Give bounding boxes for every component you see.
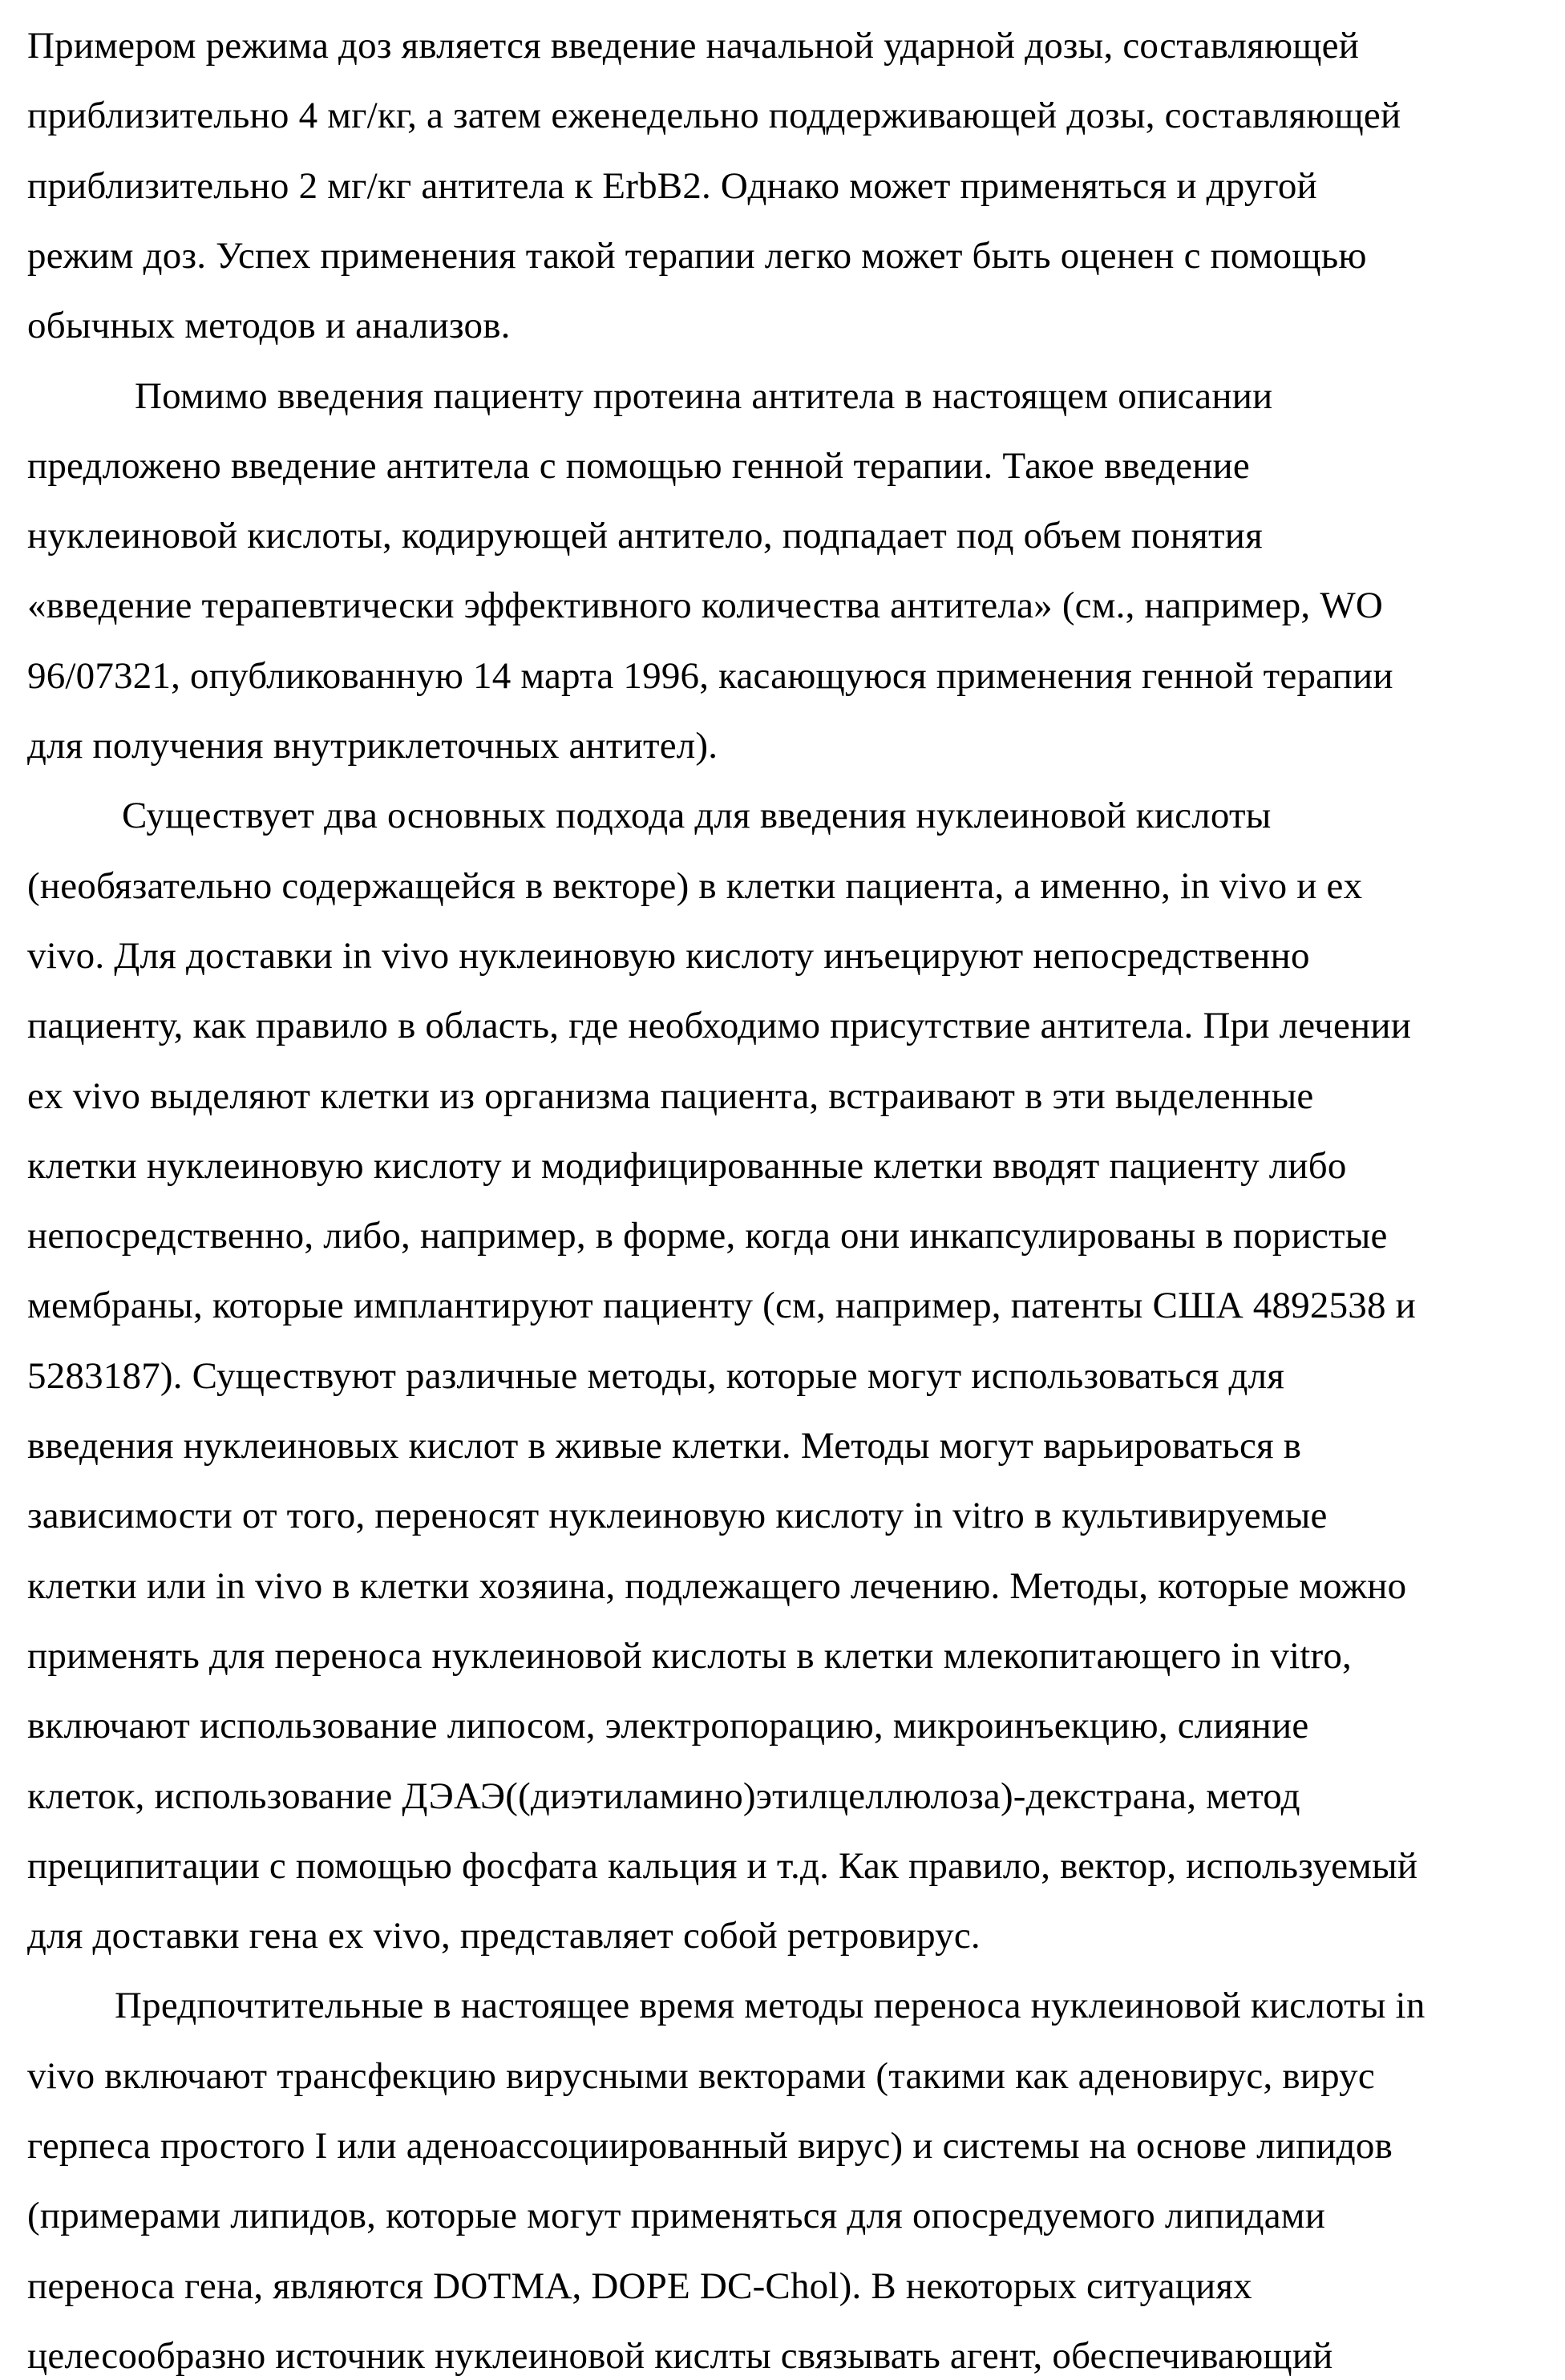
text-line: ex vivo выделяют клетки из организма пациента, встраивают в эти выделенные (27, 1072, 1313, 1120)
text-line: переноса гена, являются DOTMA, DOPE DC-Chol). В некоторых ситуациях (27, 2262, 1252, 2310)
text-line: Помимо введения пациенту протеина антитела в настоящем описании (135, 372, 1272, 420)
text-line: герпеса простого I или аденоассоциированный вирус) и системы на основе липидов (27, 2122, 1393, 2170)
text-line: клеток, использование ДЭАЭ((диэтиламино)этилцеллюлоза)-декстрана, метод (27, 1772, 1300, 1820)
text-line: для доставки гена ex vivo, представляет собой ретровирус. (27, 1912, 981, 1960)
text-line: Примером режима доз является введение начальной ударной дозы, составляющей (27, 22, 1359, 70)
text-line: применять для переноса нуклеиновой кислоты в клетки млекопитающего in vitro, (27, 1632, 1352, 1680)
text-line: включают использование липосом, электропорацию, микроинъекцию, слияние (27, 1702, 1308, 1750)
text-line: приблизительно 4 мг/кг, а затем еженедельно поддерживающей дозы, составляющей (27, 91, 1401, 140)
text-line: клетки или in vivo в клетки хозяина, подлежащего лечению. Методы, которые можно (27, 1562, 1406, 1610)
text-line: обычных методов и анализов. (27, 302, 511, 350)
text-line: преципитации с помощью фосфата кальция и т.д. Как правило, вектор, используемый (27, 1842, 1417, 1890)
text-line: зависимости от того, переносят нуклеиновую кислоту in vitro в культивируемые (27, 1492, 1328, 1540)
text-line: Предпочтительные в настоящее время методы переноса нуклеиновой кислоты in (115, 1981, 1425, 2030)
text-line: vivo включают трансфекцию вирусными векторами (такими как аденовирус, вирус (27, 2052, 1375, 2100)
text-line: непосредственно, либо, например, в форме, когда они инкапсулированы в пористые (27, 1212, 1388, 1260)
text-line: предложено введение антитела с помощью генной терапии. Такое введение (27, 442, 1250, 490)
text-line: целесообразно источник нуклеиновой кислты связывать агент, обеспечивающий (27, 2332, 1333, 2380)
text-line: клетки нуклеиновую кислоту и модифицированные клетки вводят пациенту либо (27, 1142, 1347, 1190)
text-line: мембраны, которые имплантируют пациенту (см, например, патенты США 4892538 и (27, 1281, 1416, 1330)
text-line: нуклеиновой кислоты, кодирующей антитело, подпадает под объем понятия (27, 512, 1263, 560)
text-line: для получения внутриклеточных антител). (27, 722, 718, 770)
text-line: введения нуклеиновых кислот в живые клетки. Методы могут варьироваться в (27, 1422, 1301, 1470)
text-line: пациенту, как правило в область, где необходимо присутствие антитела. При лечении (27, 1002, 1411, 1050)
text-line: Существует два основных подхода для введения нуклеиновой кислоты (122, 791, 1271, 840)
text-line: режим доз. Успех применения такой терапии легко может быть оценен с помощью (27, 232, 1367, 280)
document-page (0, 0, 1565, 2376)
text-line: (примерами липидов, которые могут применяться для опосредуемого липидами (27, 2192, 1325, 2240)
text-line: 5283187). Существуют различные методы, которые могут использоваться для (27, 1352, 1284, 1400)
text-line: 96/07321, опубликованную 14 марта 1996, касающуюся применения генной терапии (27, 652, 1393, 700)
text-line: приблизительно 2 мг/кг антитела к ErbB2. Однако может применяться и другой (27, 162, 1317, 210)
text-line: (необязательно содержащейся в векторе) в клетки пациента, а именно, in vivo и ex (27, 862, 1362, 910)
text-line: «введение терапевтически эффективного количества антитела» (см., например, WO (27, 581, 1383, 629)
text-line: vivo. Для доставки in vivo нуклеиновую кислоту инъецируют непосредственно (27, 932, 1310, 980)
